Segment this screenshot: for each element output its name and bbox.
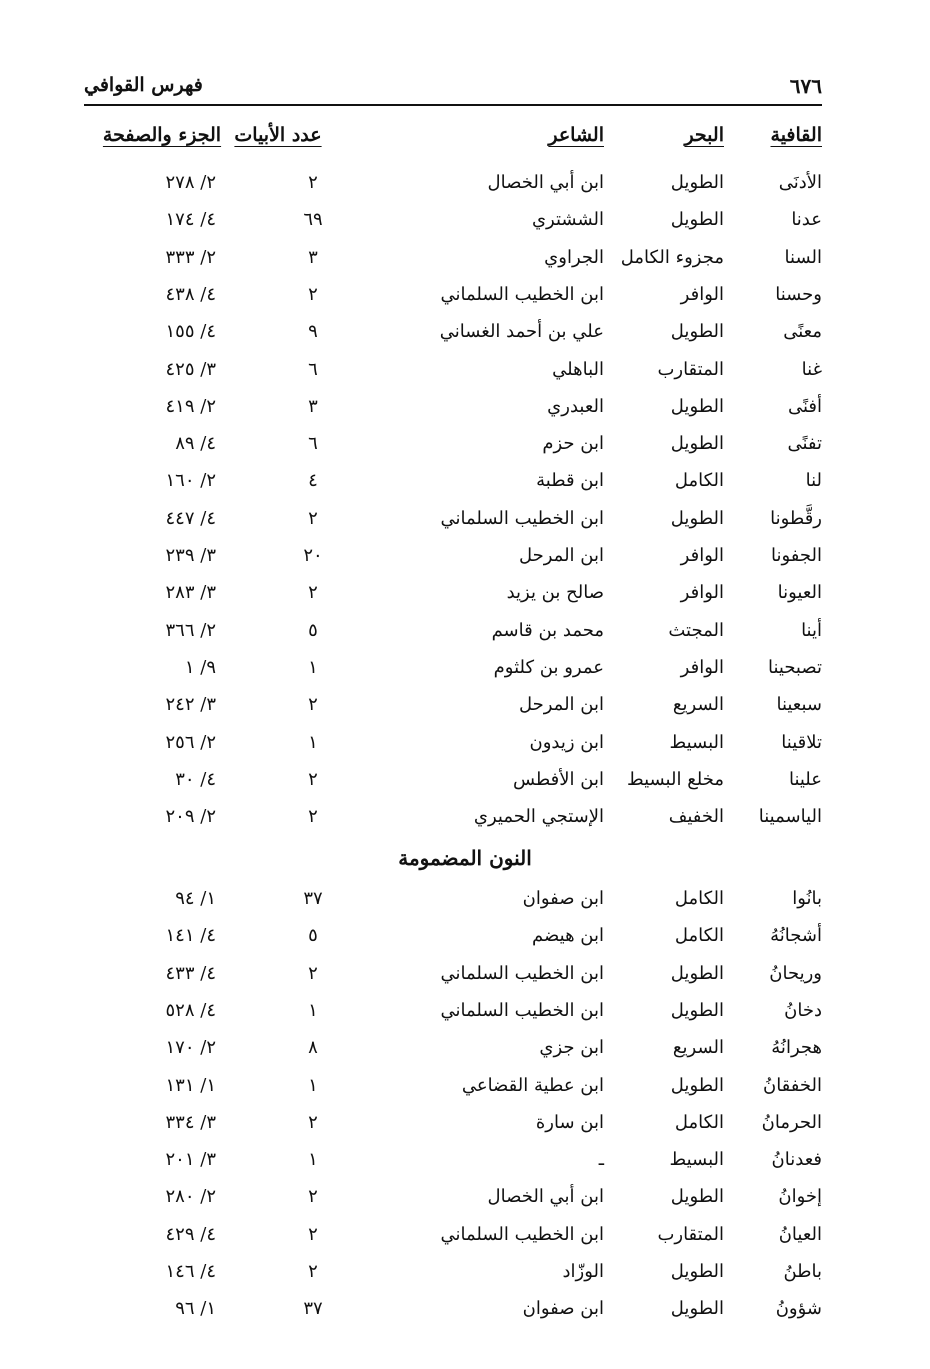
column-header-ref: الجزء والصفحة [102, 124, 222, 146]
ref-cell: ٤/ ٣٠ [175, 768, 216, 790]
shaer-cell: علي بن أحمد الغساني [439, 321, 604, 343]
bahr-cell: البسيط [669, 1149, 724, 1171]
count-cell: ٢٠ [303, 545, 323, 566]
shaer-cell: ـ [598, 1149, 604, 1171]
count-cell: ٥ [308, 925, 318, 947]
running-title: فهرس القوافي [84, 74, 203, 96]
bahr-cell: الكامل [674, 1111, 724, 1133]
ref-cell: ٣/ ٤٢٥ [165, 358, 216, 380]
bahr-cell: الوافر [680, 582, 724, 604]
qafiya-cell: فعدنانُ [771, 1149, 822, 1171]
qafiya-cell: شؤونُ [775, 1298, 822, 1320]
qafiya-cell: الأدنَى [778, 172, 822, 193]
bahr-cell: الطويل [670, 433, 724, 455]
count-cell: ٢ [308, 768, 318, 790]
shaer-cell: ابن صفوان [522, 1298, 604, 1320]
count-cell: ٢ [308, 507, 318, 529]
bahr-cell: المجتث [668, 619, 724, 641]
ref-cell: ٤/ ١٧٤ [165, 209, 216, 231]
count-cell: ٢ [308, 962, 318, 984]
bahr-cell: الكامل [674, 888, 724, 909]
qafiya-cell: تلاقينا [781, 731, 822, 753]
count-cell: ١ [308, 999, 318, 1021]
shaer-cell: ابن عطية القضاعي [461, 1074, 604, 1096]
bahr-cell: الطويل [670, 395, 724, 417]
qafiya-cell: إخوانُ [778, 1186, 822, 1208]
ref-cell: ٤/ ٥٢٨ [165, 999, 216, 1021]
shaer-cell: الباهلي [552, 358, 604, 380]
qafiya-cell: بانُوا [792, 888, 822, 909]
bahr-cell: المتقارب [657, 358, 724, 380]
qafiya-cell: أينا [801, 619, 822, 641]
ref-cell: ٢/ ٤١٩ [165, 395, 216, 417]
shaer-cell: ابن المرحل [518, 545, 604, 566]
column-header-qafiya: القافية [770, 124, 822, 146]
bahr-cell: الوافر [680, 283, 724, 305]
qafiya-cell: تصبحينا [767, 656, 822, 678]
shaer-cell: ابن جزي [539, 1037, 604, 1059]
qafiya-cell: الجفونا [770, 545, 822, 566]
ref-cell: ٢/ ١٧٠ [165, 1037, 216, 1059]
shaer-cell: ابن سارة [535, 1111, 604, 1133]
bahr-cell: الوافر [680, 545, 724, 566]
count-cell: ٦ [308, 358, 318, 380]
shaer-cell: ابن أبي الخصال [487, 1186, 604, 1208]
bahr-cell: الطويل [670, 172, 724, 193]
ref-cell: ٢/ ٢٥٦ [165, 731, 216, 753]
count-cell: ٤ [308, 470, 318, 492]
shaer-cell: ابن الخطيب السلماني [440, 507, 604, 529]
count-cell: ١ [308, 1074, 318, 1096]
count-cell: ٣٧ [303, 1298, 323, 1320]
shaer-cell: ابن الخطيب السلماني [440, 1223, 604, 1245]
qafiya-cell: وحسنا [775, 283, 822, 305]
ref-cell: ٤/ ٤٢٩ [165, 1223, 216, 1245]
ref-cell: ١/ ١٣١ [165, 1074, 216, 1096]
count-cell: ٣٧ [303, 888, 323, 909]
ref-cell: ٤/ ١٤٦ [165, 1261, 216, 1282]
shaer-cell: ابن الخطيب السلماني [440, 962, 604, 984]
count-cell: ٩ [308, 321, 318, 343]
shaer-cell: ابن حزم [542, 433, 604, 455]
qafiya-cell: معنًى [783, 321, 822, 343]
qafiya-cell: لنا [805, 470, 822, 492]
ref-cell: ٣/ ٢٤٢ [165, 694, 216, 716]
count-cell: ٢ [308, 1261, 318, 1282]
page-number: ٦٧٦ [789, 74, 822, 98]
bahr-cell: مخلع البسيط [626, 768, 724, 790]
count-cell: ٢ [308, 1186, 318, 1208]
qafiya-cell: عدنا [791, 209, 822, 231]
count-cell: ١ [308, 1149, 318, 1171]
ref-cell: ٣/ ٢٨٣ [165, 582, 216, 604]
count-cell: ١ [308, 656, 318, 678]
qafiya-cell: علينا [788, 768, 822, 790]
qafiya-cell: هجرانُهُ [771, 1037, 822, 1059]
shaer-cell: العبدري [547, 395, 604, 417]
ref-cell: ٢/ ٣٦٦ [165, 619, 216, 641]
shaer-cell: الششتري [531, 209, 604, 231]
ref-cell: ٣/ ٢٠١ [165, 1149, 216, 1171]
count-cell: ٢ [308, 1223, 318, 1245]
count-cell: ١ [308, 731, 318, 753]
ref-cell: ٢/ ٢٨٠ [165, 1186, 216, 1208]
count-cell: ٨ [308, 1037, 318, 1059]
count-cell: ٢ [308, 582, 318, 604]
column-header-bahr: البحر [684, 124, 724, 146]
qafiya-cell: دخانُ [784, 999, 822, 1021]
ref-cell: ١/ ٩٦ [175, 1298, 216, 1320]
ref-cell: ٤/ ٤٤٧ [165, 507, 216, 529]
qafiya-cell: أشجانُهُ [770, 925, 822, 947]
qafiya-cell: أفنًى [787, 395, 822, 417]
qafiya-cell: السنا [784, 246, 822, 268]
ref-cell: ٢/ ٢٠٩ [165, 806, 216, 828]
shaer-cell: ابن الأفطس [512, 768, 604, 790]
bahr-cell: مجزوء الكامل [620, 246, 724, 268]
count-cell: ٣ [308, 395, 318, 417]
ref-cell: ٢/ ٣٣٣ [165, 246, 216, 268]
qafiya-cell: وريحانُ [769, 962, 822, 984]
shaer-cell: محمد بن قاسم [491, 619, 604, 641]
bahr-cell: الطويل [670, 962, 724, 984]
bahr-cell: البسيط [669, 731, 724, 753]
qafiya-cell: رقَّطونا [770, 507, 822, 529]
shaer-cell: ابن قطبة [536, 470, 604, 492]
bahr-cell: الطويل [670, 1186, 724, 1208]
bahr-cell: الطويل [670, 1074, 724, 1096]
shaer-cell: ابن الخطيب السلماني [440, 999, 604, 1021]
count-cell: ٢ [308, 694, 318, 716]
bahr-cell: الطويل [670, 507, 724, 529]
count-cell: ٢ [308, 1111, 318, 1133]
bahr-cell: الطويل [670, 999, 724, 1021]
shaer-cell: ابن أبي الخصال [487, 172, 604, 193]
ref-cell: ٣/ ٣٣٤ [165, 1111, 216, 1133]
count-cell: ٢ [308, 806, 318, 828]
ref-cell: ١/ ٩٤ [175, 888, 216, 909]
qafiya-cell: العيونا [777, 582, 822, 604]
column-header-count: عدد الأبيات [234, 124, 322, 146]
ref-cell: ٤/ ٨٩ [175, 433, 216, 455]
count-cell: ٢ [308, 172, 318, 193]
shaer-cell: الجراوي [544, 246, 604, 268]
count-cell: ٢ [308, 283, 318, 305]
shaer-cell: عمرو بن كلثوم [493, 656, 604, 678]
ref-cell: ٩/ ١ [184, 656, 216, 678]
shaer-cell: ابن المرحل [518, 694, 604, 716]
count-cell: ٣ [308, 246, 318, 268]
shaer-cell: الوزّاد [562, 1261, 604, 1282]
shaer-cell: ابن زيدون [529, 731, 604, 753]
shaer-cell: ابن الخطيب السلماني [440, 283, 604, 305]
bahr-cell: السريع [672, 694, 724, 716]
shaer-cell: الإستجي الحميري [473, 806, 604, 828]
count-cell: ٦ [308, 433, 318, 455]
qafiya-cell: العيانُ [778, 1223, 822, 1245]
ref-cell: ٢/ ٢٧٨ [165, 172, 216, 193]
bahr-cell: الطويل [670, 1261, 724, 1282]
bahr-cell: الوافر [680, 656, 724, 678]
bahr-cell: الخفيف [668, 806, 724, 828]
bahr-cell: الطويل [670, 321, 724, 343]
count-cell: ٥ [308, 619, 318, 641]
qafiya-cell: الخفقانُ [762, 1074, 822, 1096]
bahr-cell: الطويل [670, 1298, 724, 1320]
qafiya-cell: سبعينا [776, 694, 822, 716]
ref-cell: ٤/ ٤٣٨ [165, 283, 216, 305]
ref-cell: ٣/ ٢٣٩ [165, 545, 216, 566]
ref-cell: ٢/ ١٦٠ [165, 470, 216, 492]
shaer-cell: ابن صفوان [522, 888, 604, 909]
qafiya-cell: الحرمانُ [761, 1111, 822, 1133]
bahr-cell: الكامل [674, 470, 724, 492]
section-title: النون المضمومة [398, 846, 532, 870]
ref-cell: ٤/ ١٤١ [165, 925, 216, 947]
qafiya-cell: الياسمينا [758, 806, 822, 828]
shaer-cell: ابن هيضم [532, 925, 604, 947]
qafiya-cell: غنا [801, 358, 822, 380]
qafiya-cell: باطنُ [783, 1261, 822, 1282]
shaer-cell: صالح بن يزيد [506, 582, 604, 604]
ref-cell: ٤/ ١٥٥ [165, 321, 216, 343]
count-cell: ٦٩ [303, 209, 323, 231]
ref-cell: ٤/ ٤٣٣ [165, 962, 216, 984]
bahr-cell: الطويل [670, 209, 724, 231]
qafiya-cell: تفنًى [787, 433, 822, 455]
bahr-cell: المتقارب [657, 1223, 724, 1245]
bahr-cell: السريع [672, 1037, 724, 1059]
column-header-shaer: الشاعر [548, 124, 604, 146]
bahr-cell: الكامل [674, 925, 724, 947]
